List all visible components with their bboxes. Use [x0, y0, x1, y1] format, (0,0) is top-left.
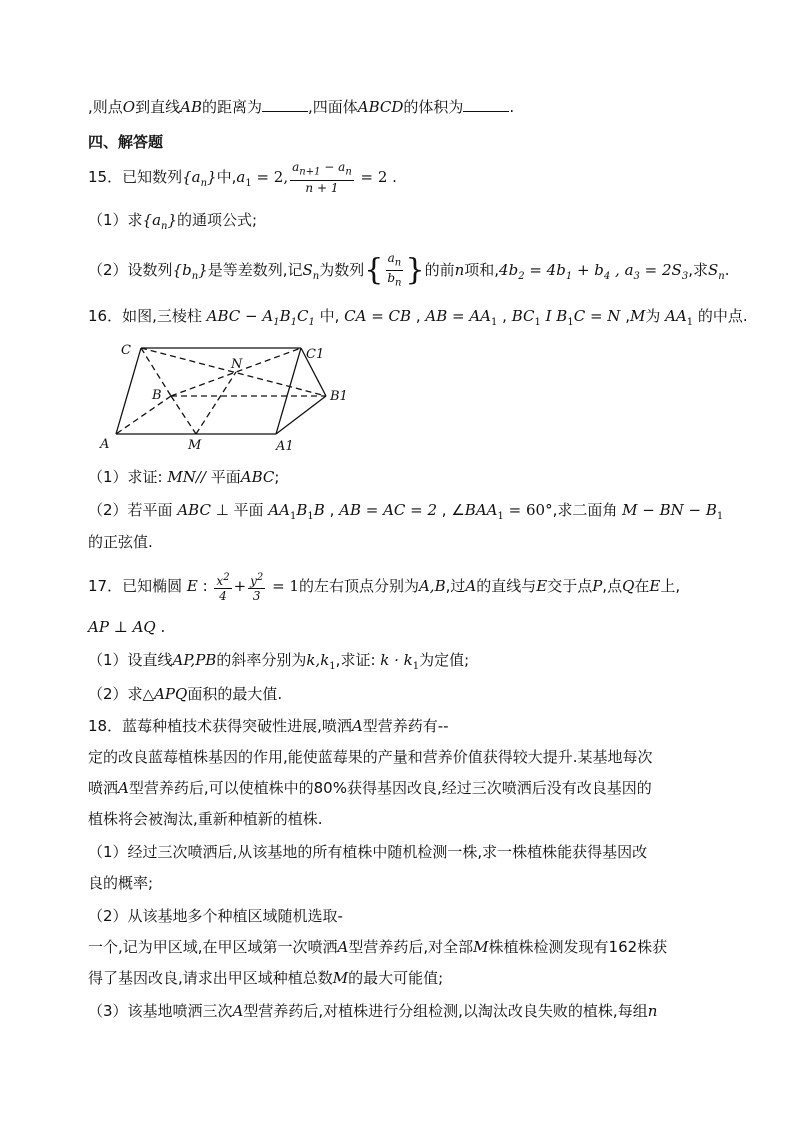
- text: 的体积为: [403, 98, 464, 116]
- answer-blank-volume: [463, 97, 509, 112]
- text: A,B: [418, 577, 446, 595]
- var-m: M: [629, 307, 646, 325]
- subscript: 1: [567, 317, 574, 328]
- label-m: M: [188, 438, 202, 453]
- subscript: 1: [497, 511, 504, 522]
- text: 中,: [314, 307, 345, 325]
- edge-ba: [116, 396, 171, 434]
- q18-part2-line2: [88, 936, 712, 958]
- subscript: 1: [290, 317, 297, 328]
- text: AA: [268, 501, 290, 519]
- q17-part2: [88, 683, 712, 705]
- text: M: [332, 969, 349, 987]
- left-brace: {: [364, 252, 384, 288]
- q18-part3: [88, 1000, 712, 1022]
- subscript: 1: [245, 178, 252, 189]
- subscript: n: [161, 221, 168, 232]
- subscript: n: [395, 277, 402, 289]
- text: APQ: [154, 685, 188, 703]
- text: 18．蓝莓种植技术获得突破性进展,喷洒: [88, 717, 352, 735]
- text: n: [647, 1002, 658, 1020]
- subscript: 3: [681, 271, 689, 282]
- text: 的斜率分别为: [216, 651, 307, 669]
- text: B: [279, 307, 291, 325]
- text: ABC − A: [206, 307, 274, 325]
- var-aa1: AA: [665, 307, 687, 325]
- text: + b: [572, 261, 604, 279]
- text: AP,PB: [172, 651, 217, 669]
- edge-c1a1: [276, 348, 301, 434]
- edge-bm: [171, 396, 196, 434]
- text: = 1: [267, 577, 299, 595]
- text: a: [292, 160, 300, 175]
- text: }: [207, 168, 217, 186]
- seq-a: [182, 168, 217, 189]
- label-n: N: [231, 357, 243, 372]
- subscript: n: [345, 166, 352, 178]
- text: 型营养药后,对全部: [348, 938, 474, 956]
- text: y: [250, 573, 257, 588]
- text: 3: [252, 588, 261, 603]
- subscript: 1: [307, 511, 314, 522]
- text: 型营养药后,对植株进行分组检测,以淘汰改良失败的植株,每组: [243, 1002, 648, 1020]
- var-ab: AB: [180, 98, 202, 116]
- text: P: [592, 577, 603, 595]
- fraction-x2-4: [214, 571, 231, 603]
- text: M: [473, 938, 489, 956]
- q15-stem: [88, 160, 712, 194]
- prism-figure: [96, 336, 346, 456]
- text: ,则点: [88, 98, 123, 116]
- text: , a: [610, 261, 634, 279]
- q15-part1: [88, 209, 712, 238]
- edge-ca: [116, 348, 141, 434]
- section-heading: 四、解答题: [88, 133, 164, 151]
- text: , ∠: [437, 501, 465, 519]
- subscript: 1: [491, 317, 498, 328]
- superscript: 2: [256, 571, 264, 583]
- text: 交于点: [547, 577, 593, 595]
- text: 为定值;: [419, 651, 470, 669]
- text: （1）求: [88, 211, 143, 229]
- text: A: [351, 717, 363, 735]
- q17-stem: [88, 566, 712, 606]
- text: 4b: [499, 261, 519, 279]
- subscript: 2: [518, 271, 525, 282]
- text: A: [465, 577, 477, 595]
- text: Q: [622, 577, 635, 595]
- superscript: 2: [223, 571, 230, 583]
- subscript: 1: [412, 661, 420, 672]
- subscript: n+1: [299, 166, 321, 178]
- text: 的前: [424, 261, 455, 279]
- subscript: 1: [686, 317, 694, 328]
- label-b: B: [152, 388, 162, 403]
- text: ,四面体: [307, 98, 358, 116]
- text: A: [118, 779, 129, 797]
- text: B: [296, 501, 308, 519]
- text: 4: [219, 588, 227, 603]
- text: 平面: [205, 468, 241, 486]
- text: ⊥ 平面: [210, 501, 269, 519]
- text: = 2 .: [355, 168, 397, 186]
- text: 的距离为: [201, 98, 262, 116]
- label-c1: C1: [306, 347, 325, 362]
- q14-tail-line: [88, 96, 712, 118]
- text: 中,: [216, 168, 237, 186]
- condition: BC: [511, 307, 535, 325]
- text: .: [509, 98, 515, 116]
- subscript: n: [312, 271, 320, 282]
- text: ABC: [177, 501, 211, 519]
- text: ,: [620, 307, 630, 325]
- text: :: [197, 577, 213, 595]
- text: ,: [411, 307, 426, 325]
- subscript: 4: [603, 271, 611, 282]
- var-s: S: [708, 261, 719, 279]
- label-b1: B1: [330, 389, 348, 404]
- text: E: [649, 577, 661, 595]
- text: 上,: [660, 577, 681, 595]
- text: = 2S: [639, 261, 682, 279]
- q18-part2: （2）从该基地多个种植区域随机选取-: [88, 907, 343, 925]
- text: 型营养药有--: [362, 717, 449, 735]
- text: ,求二面角: [552, 501, 623, 519]
- text: k · k: [380, 651, 413, 669]
- subscript: 1: [308, 317, 315, 328]
- text: （2）求△: [88, 685, 155, 703]
- q15-part2: [88, 248, 730, 292]
- subscript: 1: [329, 661, 336, 672]
- subscript: n: [394, 257, 402, 268]
- text: x: [216, 573, 224, 588]
- text: ,过: [445, 577, 466, 595]
- text: A: [232, 1002, 244, 1020]
- subscript: 1: [289, 511, 297, 522]
- label-a: A: [100, 437, 110, 452]
- text: 型营养药后,可以使植株中的80%获得基因改良,经过三次喷洒后没有改良基因的: [128, 779, 652, 797]
- text: ;: [274, 468, 280, 486]
- text: （1）求证:: [88, 468, 168, 486]
- text: ,求: [688, 261, 708, 279]
- text: 的中点.: [693, 307, 748, 325]
- text: 面积的最大值.: [187, 685, 283, 703]
- text: 的直线与: [476, 577, 537, 595]
- text: A: [337, 938, 349, 956]
- q17-condition: [88, 616, 712, 638]
- text: 到直线: [135, 98, 181, 116]
- text: （3）该基地喷洒三次: [88, 1002, 233, 1020]
- text: MN//: [167, 468, 206, 486]
- text: 项和,: [464, 261, 500, 279]
- q18-line4: 植株将会被淘汰,重新种植新的植株.: [88, 810, 323, 828]
- text: {a: [182, 168, 201, 186]
- text: }: [167, 211, 178, 229]
- subscript: n: [200, 178, 208, 189]
- text: +: [233, 577, 247, 595]
- fraction: [290, 160, 354, 194]
- var-o: O: [122, 98, 136, 116]
- var-sn: $S_n$: [302, 261, 320, 282]
- text: ,: [324, 501, 340, 519]
- seq-b: $\{b_n\}$: [172, 261, 208, 282]
- text: ,: [497, 307, 512, 325]
- right-brace: }: [405, 252, 425, 288]
- text: （1）设直线: [88, 651, 173, 669]
- subscript: 1: [716, 511, 724, 522]
- text: .: [155, 618, 166, 636]
- subscript: 1: [534, 317, 541, 328]
- q18-line2: 定的改良蓝莓植株基因的作用,能使蓝莓果的产量和营养价值获得较大提升.某基地每次: [88, 748, 653, 766]
- q16-part2: [88, 499, 724, 528]
- text: 的通项公式;: [177, 211, 258, 229]
- text: {a: [142, 211, 162, 229]
- text: AB = AC = 2: [339, 501, 438, 519]
- q16-part2-cont: 的正弦值.: [88, 533, 153, 551]
- text: n + 1: [305, 180, 339, 195]
- text: ABC: [240, 468, 275, 486]
- subscript: 1: [565, 271, 573, 282]
- var-abcd: ABCD: [357, 98, 404, 116]
- text: = 2,: [251, 168, 289, 186]
- answer-blank-distance: [262, 97, 308, 112]
- text: ,点: [602, 577, 623, 595]
- fraction-an-bn: $\frac{a_n}{b_n}$: [387, 250, 402, 289]
- text: E: [536, 577, 548, 595]
- text: C: [296, 307, 309, 325]
- text: （2）设数列: [88, 261, 173, 279]
- text: 15．已知数列: [88, 168, 183, 186]
- text: 的最大可能值;: [348, 969, 444, 987]
- text: .: [724, 261, 730, 279]
- q18-part1: （1）经过三次喷洒后,从该基地的所有植株中随机检测一株,求一株植株能获得基因改: [88, 843, 648, 861]
- condition: I B: [540, 307, 568, 325]
- text: 一个,记为甲区域,在甲区域第一次喷洒: [88, 938, 338, 956]
- q17-part1: [88, 649, 712, 678]
- text: ,求证:: [335, 651, 381, 669]
- condition: CA = CB: [344, 307, 412, 325]
- text: 为: [645, 307, 666, 325]
- seq-a: [142, 211, 178, 232]
- q16-part1: [88, 466, 712, 488]
- prism-name: [206, 307, 315, 328]
- q18-line1: [88, 715, 712, 737]
- condition: C = N: [573, 307, 621, 325]
- q16-stem: [88, 305, 748, 334]
- q18-line3: [88, 777, 712, 799]
- text: 为数列: [319, 261, 365, 279]
- text: （2）若平面: [88, 501, 178, 519]
- text: 得了基因改良,请求出甲区域种植总数: [88, 969, 333, 987]
- edge-mn: [196, 372, 236, 434]
- text: k,k: [306, 651, 330, 669]
- condition: AB = AA: [425, 307, 491, 325]
- text: 在: [634, 577, 650, 595]
- label-a1: A1: [276, 439, 294, 454]
- text: 喷洒: [88, 779, 119, 797]
- subscript: n: [718, 271, 725, 282]
- text: 的左右顶点分别为: [298, 577, 419, 595]
- label-c: C: [121, 343, 131, 358]
- fraction-y2-3: [248, 571, 265, 603]
- text: B: [313, 501, 325, 519]
- text: 17．已知椭圆: [88, 577, 187, 595]
- text: 16．如图,三棱柱: [88, 307, 207, 325]
- text: M − BN − B: [622, 501, 717, 519]
- text: AP ⊥ AQ: [88, 618, 156, 636]
- var-n: n: [454, 261, 465, 279]
- var-a1: a: [236, 168, 246, 186]
- subscript: 1: [273, 317, 280, 328]
- equation: [499, 261, 689, 282]
- text: − a: [320, 160, 346, 175]
- subscript: n: [191, 271, 199, 282]
- text: 是等差数列,记: [207, 261, 303, 279]
- subscript: 3: [633, 271, 640, 282]
- text: BAA: [464, 501, 498, 519]
- q18-part1-cont: 良的概率;: [88, 874, 154, 892]
- text: = 60°: [503, 501, 553, 519]
- text: 株植株检测发现有162株获: [488, 938, 668, 956]
- q18-part2-line3: [88, 967, 712, 989]
- text: = 4b: [524, 261, 566, 279]
- edge-b1a1: [276, 396, 326, 434]
- text: E: [186, 577, 198, 595]
